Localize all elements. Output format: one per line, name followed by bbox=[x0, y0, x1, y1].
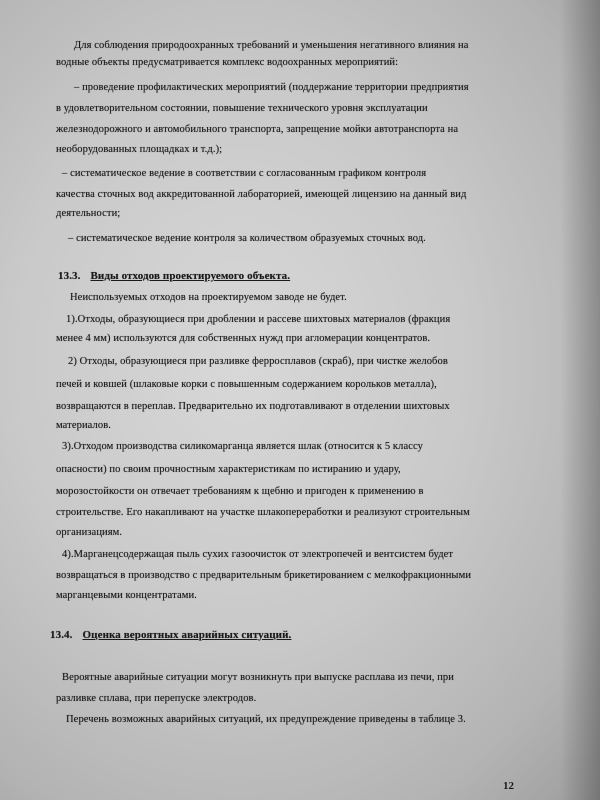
s134-line-1: Вероятные аварийные ситуации могут возникнуть при выпуске расплава из печи, при bbox=[62, 672, 454, 683]
section-13-3-title: Виды отходов проектируемого объекта. bbox=[90, 270, 291, 282]
s133-line-11: строительстве. Его накапливают на участке шлакопереработки и реализуют строительным bbox=[56, 507, 470, 518]
section-13-4-title: Оценка вероятных аварийных ситуаций. bbox=[82, 629, 292, 641]
s134-line-3: Перечень возможных аварийных ситуаций, их предупреждение приведены в таблице 3. bbox=[66, 714, 466, 725]
s133-line-5: печей и ковшей (шлаковые корки с повышенным содержанием корольков металла), bbox=[56, 379, 437, 390]
intro-line-5: железнодорожного и автомобильного транспорта, запрещение мойки автотранспорта на bbox=[56, 124, 459, 135]
intro-line-9: деятельности; bbox=[56, 208, 121, 219]
s133-line-6: возвращаются в переплав. Предварительно их подготавливают в отделении шихтовых bbox=[56, 401, 450, 412]
section-13-4-heading bbox=[50, 629, 291, 641]
s133-line-15: марганцевыми концентратами. bbox=[56, 590, 197, 601]
section-13-3-number: 13.3. bbox=[58, 270, 81, 282]
s133-line-3: менее 4 мм) используются для собственных нужд при агломерации концентратов. bbox=[56, 333, 431, 344]
s133-line-12: организациям. bbox=[56, 527, 123, 538]
s133-line-9: опасности) по своим прочностным характеристикам по истиранию и удару, bbox=[56, 464, 401, 475]
s133-line-4: 2) Отходы, образующиеся при разливке ферросплавов (скраб), при чистке желобов bbox=[68, 356, 448, 367]
s133-line-1: Неиспользуемых отходов на проектируемом заводе не будет. bbox=[70, 292, 347, 303]
s133-line-7: материалов. bbox=[56, 420, 112, 431]
s133-line-2: 1).Отходы, образующиеся при дроблении и рассеве шихтовых материалов (фракция bbox=[66, 314, 451, 325]
intro-line-6: необорудованных площадках и т.д.); bbox=[56, 144, 223, 155]
page-number: 12 bbox=[503, 780, 514, 792]
intro-line-2: водные объекты предусматривается комплекс водоохранных мероприятий: bbox=[56, 57, 399, 68]
intro-line-3: – проведение профилактических мероприятий (поддержание территории предприятия bbox=[74, 82, 469, 93]
s133-line-14: возвращаться в производство с предварительным брикетированием с мелкофракционными bbox=[56, 570, 472, 581]
section-13-4-number: 13.4. bbox=[50, 629, 73, 641]
intro-line-8: качества сточных вод аккредитованной лабораторией, имеющей лицензию на данный вид bbox=[56, 189, 467, 200]
s133-line-8: 3).Отходом производства силикомарганца является шлак (относится к 5 классу bbox=[62, 441, 423, 452]
intro-line-1: Для соблюдения природоохранных требований и уменьшения негативного влияния на bbox=[74, 40, 469, 51]
intro-line-4: в удовлетворительном состоянии, повышение технического уровня эксплуатации bbox=[56, 103, 428, 114]
s133-line-10: морозостойкости он отвечает требованиям к щебню и пригоден к применению в bbox=[56, 486, 424, 497]
s134-line-2: разливке сплава, при перепуске электродов. bbox=[56, 693, 257, 704]
page-shadow bbox=[560, 0, 600, 800]
intro-line-10: – систематическое ведение контроля за количеством образуемых сточных вод. bbox=[68, 233, 426, 244]
s133-line-13: 4).Марганецсодержащая пыль сухих газоочисток от электропечей и вентсистем будет bbox=[62, 549, 454, 560]
intro-line-7: – систематическое ведение в соответствии с согласованным графиком контроля bbox=[62, 168, 427, 179]
section-13-3-heading bbox=[58, 270, 290, 282]
